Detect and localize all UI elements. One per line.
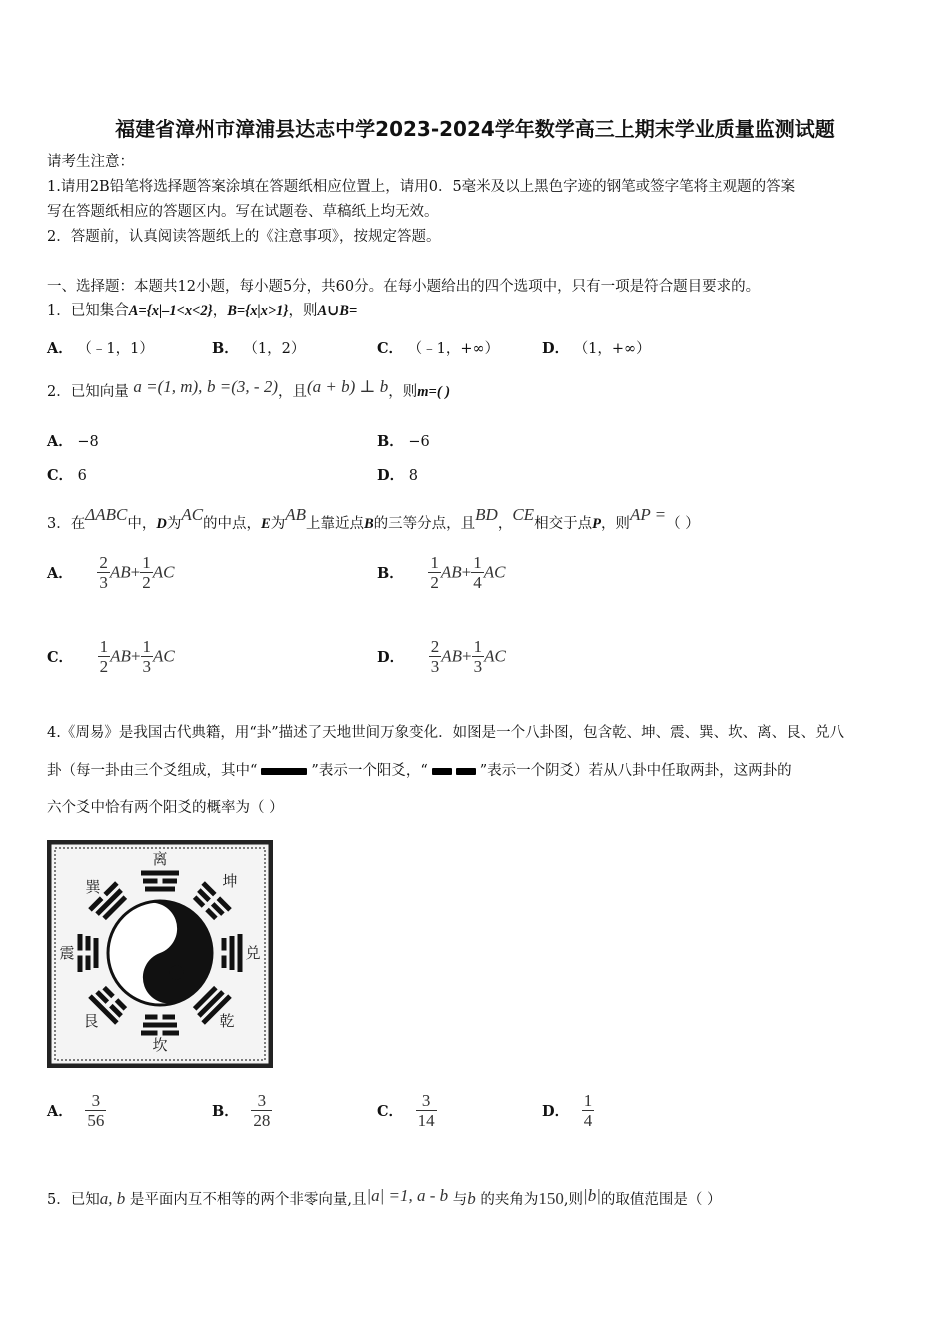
notice-line-1: 1.请用2B铅笔将选择题答案涂填在答题纸相应位置上，请用0．5毫米及以上黑色字迹的钢笔或签字笔将主观题的答案	[47, 179, 796, 195]
q2-option-c[interactable]: C． 6	[47, 467, 87, 484]
q5-abs-b: |b|	[583, 1186, 601, 1205]
q3-option-c[interactable]: C． $\frac{1}{2}$ AB+ $\frac{1}{3}$ AC	[47, 637, 175, 676]
q5-condition: |a| =1, a - b	[366, 1186, 449, 1205]
q1-option-d[interactable]: D． （1，+∞）	[542, 340, 651, 357]
q1-post: ，则	[288, 303, 318, 319]
yang-line-icon	[261, 768, 307, 775]
q2-option-d[interactable]: D． 8	[377, 467, 418, 484]
trigram-label-right: 兑	[245, 944, 261, 962]
q2-option-b[interactable]: B． −6	[377, 433, 430, 450]
trigram-label-bottom: 坎	[152, 1036, 168, 1054]
q4-line-3: 六个爻中恰有两个阳爻的概率为（ ）	[47, 800, 284, 816]
notice-line-2: 2．答题前，认真阅读答题纸上的《注意事项》，按规定答题。	[47, 229, 441, 245]
q1-text: 1．已知集合	[47, 303, 129, 319]
notice-heading: 请考生注意：	[47, 154, 134, 170]
q5-angle: 150	[538, 1189, 564, 1208]
q2-text: 2．已知向量	[47, 384, 129, 400]
q3-ap: AP =	[629, 505, 667, 524]
q1-option-a[interactable]: A． （﹣1，1）	[47, 340, 154, 357]
trigram-label-bottomright: 乾	[219, 1012, 235, 1030]
question-3: 3．在ΔABC中，D为AC的中点，E为AB上靠近点B的三等分点，且BD，CE相交于点P，则AP =（ ）	[47, 505, 700, 532]
bagua-figure	[47, 840, 273, 1068]
q2-mid: ，且	[278, 384, 307, 400]
trigram-label-top: 离	[152, 850, 168, 868]
q2-vector-b: b =(3, - 2)	[207, 377, 278, 396]
trigram-label-topright: 坤	[222, 872, 238, 890]
q1-sep: ，	[212, 303, 228, 319]
q1-option-c[interactable]: C． （﹣1，+∞）	[377, 340, 500, 357]
q4-line-2: 卦（每一卦由三个爻组成，其中“ ”表示一个阳爻，“ ”表示一个阴爻）若从八卦中任取两卦，这两卦的	[47, 763, 792, 779]
q3-option-a[interactable]: A． $\frac{2}{3}$ AB+ $\frac{1}{2}$ AC	[47, 553, 175, 592]
q2-vector-a: a =(1, m),	[133, 377, 203, 396]
question-2	[47, 374, 450, 405]
q1-set-b: B={x|x>1}	[227, 303, 289, 319]
q4-option-c[interactable]: C． $\frac{3}{14}$	[377, 1091, 435, 1130]
notice-line-1b: 写在答题纸相应的答题区内。写在试题卷、草稿纸上均无效。	[47, 204, 439, 220]
question-5: 5．已知a, b 是平面内互不相等的两个非零向量,且|a| =1, a - b 与b 的夹角为150,则|b|的取值范围是（ ）	[47, 1186, 722, 1208]
q2-condition: (a + b) ⊥ b	[307, 377, 389, 396]
question-1	[47, 302, 357, 320]
q4-option-a[interactable]: A． $\frac{3}{56}$	[47, 1091, 105, 1130]
trigram-label-bottomleft: 艮	[83, 1012, 99, 1030]
page-title: 福建省漳州市漳浦县达志中学2023-2024学年数学高三上期末学业质量监测试题	[115, 117, 835, 141]
yin-line-icon	[432, 768, 452, 775]
q3-option-d[interactable]: D． $\frac{2}{3}$ AB+ $\frac{1}{3}$ AC	[377, 637, 506, 676]
q2-option-a[interactable]: A． −8	[47, 433, 99, 450]
q1-set-a: A={x|–1<x<2}	[128, 303, 213, 319]
q2-post: ，则	[388, 384, 418, 400]
q4-option-d[interactable]: D． $\frac{1}{4}$	[542, 1091, 593, 1130]
trigram-label-left: 震	[59, 944, 75, 962]
q3-option-b[interactable]: B． $\frac{1}{2}$ AB+ $\frac{1}{4}$ AC	[377, 553, 506, 592]
section-heading: 一、选择题：本题共12小题，每小题5分，共60分。在每小题给出的四个选项中，只有一项是符合题目要求的。	[47, 279, 761, 295]
q2-ask: m=( )	[417, 384, 451, 400]
trigram-label-topleft: 巽	[85, 878, 101, 896]
q1-expr: A∪B=	[317, 303, 358, 319]
q4-option-b[interactable]: B． $\frac{3}{28}$	[212, 1091, 271, 1130]
q3-triangle: ΔABC	[85, 505, 128, 524]
q5-vars: a, b	[99, 1189, 126, 1208]
q1-option-b[interactable]: B． （1，2）	[212, 340, 306, 357]
q4-line-1: 4.《周易》是我国古代典籍，用“卦”描述了天地世间万象变化．如图是一个八卦图，包含乾、坤、震、巽、坎、离、艮、兑八	[47, 725, 845, 741]
